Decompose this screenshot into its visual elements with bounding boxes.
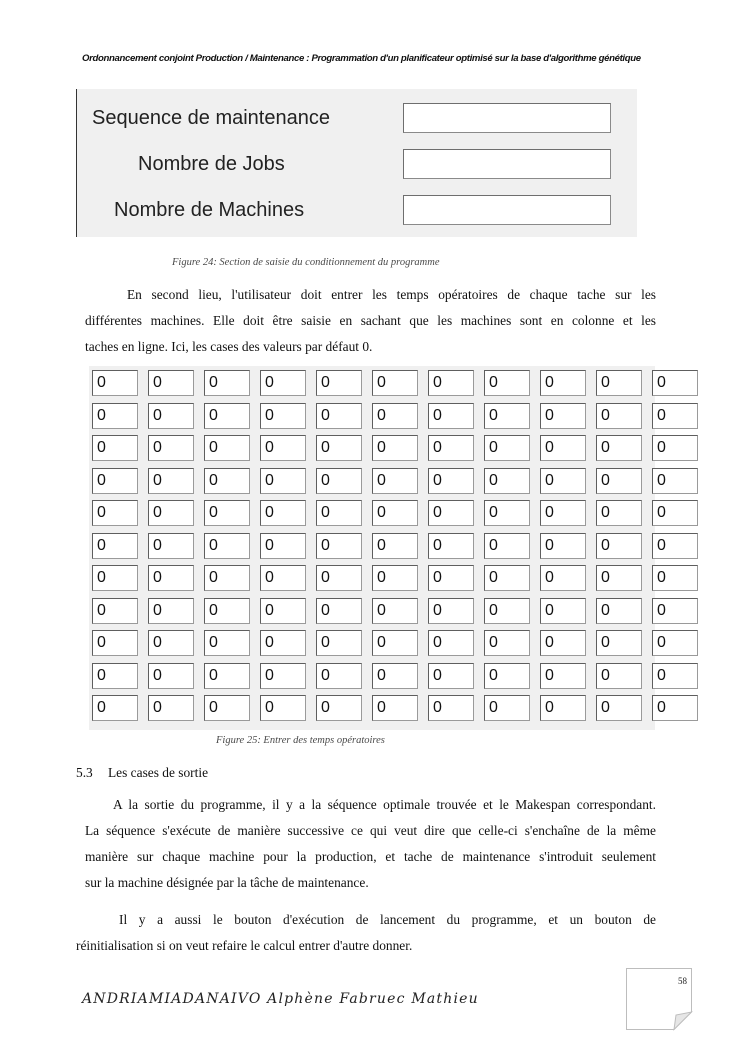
running-header: Ordonnancement conjoint Production / Maintenance : Programmation d'un planificateur optimisé sur la base d'algorithme génétique [82,53,641,64]
processing-time-cell[interactable]: 0 [596,500,642,526]
processing-time-cell[interactable]: 0 [148,695,194,721]
paragraph-3 [76,907,656,959]
processing-time-cell[interactable]: 0 [652,435,698,461]
processing-time-cell[interactable]: 0 [148,500,194,526]
processing-time-cell[interactable]: 0 [92,403,138,429]
processing-time-cell[interactable]: 0 [372,630,418,656]
processing-time-cell[interactable]: 0 [204,403,250,429]
paragraph-1-line: taches en ligne. Ici, les cases des valeurs par défaut 0. [85,339,373,354]
processing-time-cell[interactable]: 0 [540,630,586,656]
processing-time-cell[interactable]: 0 [428,598,474,624]
paragraph-1 [85,282,656,360]
processing-time-cell[interactable]: 0 [652,663,698,689]
processing-time-cell[interactable]: 0 [596,565,642,591]
form-figure [76,89,637,237]
processing-time-cell[interactable]: 0 [596,598,642,624]
processing-time-cell[interactable]: 0 [260,565,306,591]
processing-time-cell[interactable]: 0 [484,435,530,461]
processing-time-cell[interactable]: 0 [596,533,642,559]
paragraph-2-line: manière sur chaque machine pour la production, et tache de maintenance s'introduit seulement [85,849,656,864]
author-footer: ANDRIAMIADANAIVO Alphène Fabruec Mathieu [82,991,479,1007]
processing-time-cell[interactable]: 0 [596,468,642,494]
processing-time-cell[interactable]: 0 [372,435,418,461]
machines-label: Nombre de Machines [114,199,305,221]
processing-time-cell[interactable]: 0 [204,500,250,526]
paragraph-1-line: En second lieu, l'utilisateur doit entrer les temps opératoires de chaque tache sur les [127,287,656,302]
processing-time-cell[interactable]: 0 [484,695,530,721]
processing-time-cell[interactable]: 0 [92,695,138,721]
processing-time-cell[interactable]: 0 [596,370,642,396]
processing-time-cell[interactable]: 0 [92,630,138,656]
processing-time-cell[interactable]: 0 [428,468,474,494]
processing-time-cell[interactable]: 0 [260,533,306,559]
processing-time-cell[interactable]: 0 [316,370,362,396]
section-title: Les cases de sortie [108,765,209,780]
processing-time-cell[interactable]: 0 [484,468,530,494]
processing-time-cell[interactable]: 0 [540,598,586,624]
processing-time-cell[interactable]: 0 [484,403,530,429]
processing-time-cell[interactable]: 0 [540,435,586,461]
processing-time-cell[interactable]: 0 [428,695,474,721]
processing-time-cell[interactable]: 0 [260,695,306,721]
processing-time-cell[interactable]: 0 [204,695,250,721]
processing-time-cell[interactable]: 0 [484,630,530,656]
processing-time-cell[interactable]: 0 [372,403,418,429]
processing-time-cell[interactable]: 0 [372,500,418,526]
figure-25-caption: Figure 25: Entrer des temps opératoires [216,735,385,746]
processing-time-cell[interactable]: 0 [316,435,362,461]
processing-time-cell[interactable]: 0 [92,598,138,624]
processing-time-cell[interactable]: 0 [204,370,250,396]
processing-time-cell[interactable]: 0 [260,468,306,494]
processing-time-cell[interactable]: 0 [484,598,530,624]
processing-time-cell[interactable]: 0 [316,500,362,526]
paragraph-2-line: sur la machine désignée par la tâche de maintenance. [85,875,369,890]
processing-time-cell[interactable]: 0 [148,663,194,689]
processing-time-cell[interactable]: 0 [596,403,642,429]
processing-time-cell[interactable]: 0 [540,403,586,429]
processing-time-cell[interactable]: 0 [148,468,194,494]
processing-time-cell[interactable]: 0 [596,630,642,656]
processing-time-cell[interactable]: 0 [484,500,530,526]
processing-time-cell[interactable]: 0 [652,403,698,429]
processing-time-cell[interactable]: 0 [148,533,194,559]
page-number: 58 [678,976,687,986]
processing-time-cell[interactable]: 0 [316,598,362,624]
processing-time-cell[interactable]: 0 [540,370,586,396]
processing-time-cell[interactable]: 0 [204,435,250,461]
processing-time-cell[interactable]: 0 [204,598,250,624]
processing-time-cell[interactable]: 0 [372,598,418,624]
paragraph-1-line: différentes machines. Elle doit être saisie en sachant que les machines sont en colonne et les [85,313,656,328]
processing-time-cell[interactable]: 0 [92,533,138,559]
processing-time-cell[interactable]: 0 [204,468,250,494]
processing-time-cell[interactable]: 0 [484,533,530,559]
machines-input[interactable] [403,195,611,225]
processing-time-cell[interactable]: 0 [484,663,530,689]
processing-time-cell[interactable]: 0 [316,533,362,559]
sequence-label: Sequence de maintenance [92,107,330,129]
processing-time-cell[interactable]: 0 [596,695,642,721]
processing-time-cell[interactable]: 0 [372,468,418,494]
processing-time-cell[interactable]: 0 [316,630,362,656]
processing-time-cell[interactable]: 0 [372,370,418,396]
processing-time-cell[interactable]: 0 [316,663,362,689]
processing-time-cell[interactable]: 0 [92,663,138,689]
processing-time-cell[interactable]: 0 [92,370,138,396]
processing-time-cell[interactable]: 0 [148,630,194,656]
form-row-machines [77,193,637,229]
processing-time-cell[interactable]: 0 [92,565,138,591]
processing-time-cell[interactable]: 0 [540,533,586,559]
processing-time-cell[interactable]: 0 [148,435,194,461]
form-row-jobs [77,147,637,183]
paragraph-3-line: Il y a aussi le bouton d'exécution de lancement du programme, et un bouton de [119,912,656,927]
processing-time-cell[interactable]: 0 [428,663,474,689]
processing-time-cell[interactable]: 0 [148,370,194,396]
processing-time-cell[interactable]: 0 [260,598,306,624]
paragraph-2-line: A la sortie du programme, il y a la séquence optimale trouvée et le Makespan correspondant. [113,797,656,812]
processing-time-cell[interactable]: 0 [148,403,194,429]
processing-time-cell[interactable]: 0 [428,630,474,656]
section-number: 5.3 [76,765,93,780]
processing-time-cell[interactable]: 0 [372,533,418,559]
processing-time-cell[interactable]: 0 [92,468,138,494]
processing-time-cell[interactable]: 0 [204,630,250,656]
processing-time-cell[interactable]: 0 [260,370,306,396]
processing-time-cell[interactable]: 0 [260,500,306,526]
processing-time-cell[interactable]: 0 [204,533,250,559]
processing-time-cell[interactable]: 0 [652,565,698,591]
processing-time-cell[interactable]: 0 [540,663,586,689]
processing-time-cell[interactable]: 0 [652,500,698,526]
processing-time-cell[interactable]: 0 [204,663,250,689]
processing-time-cell[interactable]: 0 [92,500,138,526]
figure-24-caption: Figure 24: Section de saisie du conditionnement du programme [172,257,440,268]
processing-time-cell[interactable]: 0 [428,565,474,591]
processing-time-cell[interactable]: 0 [148,598,194,624]
processing-time-cell[interactable]: 0 [652,533,698,559]
processing-time-cell[interactable]: 0 [428,500,474,526]
processing-time-cell[interactable]: 0 [540,468,586,494]
processing-time-cell[interactable]: 0 [316,565,362,591]
processing-time-cell[interactable]: 0 [484,565,530,591]
processing-time-cell[interactable]: 0 [484,370,530,396]
processing-time-cell[interactable]: 0 [652,630,698,656]
processing-time-cell[interactable]: 0 [428,403,474,429]
paragraph-3-line: réinitialisation si on veut refaire le calcul entrer d'autre donner. [76,938,413,953]
processing-time-cell[interactable]: 0 [540,695,586,721]
processing-time-cell[interactable]: 0 [652,695,698,721]
processing-time-cell[interactable]: 0 [260,663,306,689]
processing-time-cell[interactable]: 0 [316,403,362,429]
processing-time-cell[interactable]: 0 [372,663,418,689]
processing-time-cell[interactable]: 0 [372,565,418,591]
processing-time-cell[interactable]: 0 [316,468,362,494]
processing-time-cell[interactable]: 0 [316,695,362,721]
processing-time-cell[interactable]: 0 [652,468,698,494]
processing-time-cell[interactable]: 0 [260,630,306,656]
processing-time-cell[interactable]: 0 [260,435,306,461]
processing-time-cell[interactable]: 0 [540,500,586,526]
paragraph-2 [85,792,656,896]
jobs-input[interactable] [403,149,611,179]
processing-times-grid [89,366,666,730]
processing-time-cell[interactable]: 0 [652,598,698,624]
paragraph-2-line: La séquence s'exécute de manière successive ce qui veut dire que celle-ci s'enchaîne de la même [85,823,656,838]
processing-time-cell[interactable]: 0 [428,435,474,461]
processing-time-cell[interactable]: 0 [204,565,250,591]
processing-time-cell[interactable]: 0 [428,370,474,396]
sequence-input[interactable] [403,103,611,133]
form-row-sequence [77,101,637,137]
processing-time-cell[interactable]: 0 [372,695,418,721]
section-heading [76,765,208,781]
processing-time-cell[interactable]: 0 [652,370,698,396]
processing-time-cell[interactable]: 0 [428,533,474,559]
processing-time-cell[interactable]: 0 [596,435,642,461]
processing-time-cell[interactable]: 0 [260,403,306,429]
jobs-label: Nombre de Jobs [138,153,285,175]
processing-time-cell[interactable]: 0 [596,663,642,689]
processing-time-cell[interactable]: 0 [540,565,586,591]
processing-time-cell[interactable]: 0 [148,565,194,591]
processing-time-cell[interactable]: 0 [92,435,138,461]
